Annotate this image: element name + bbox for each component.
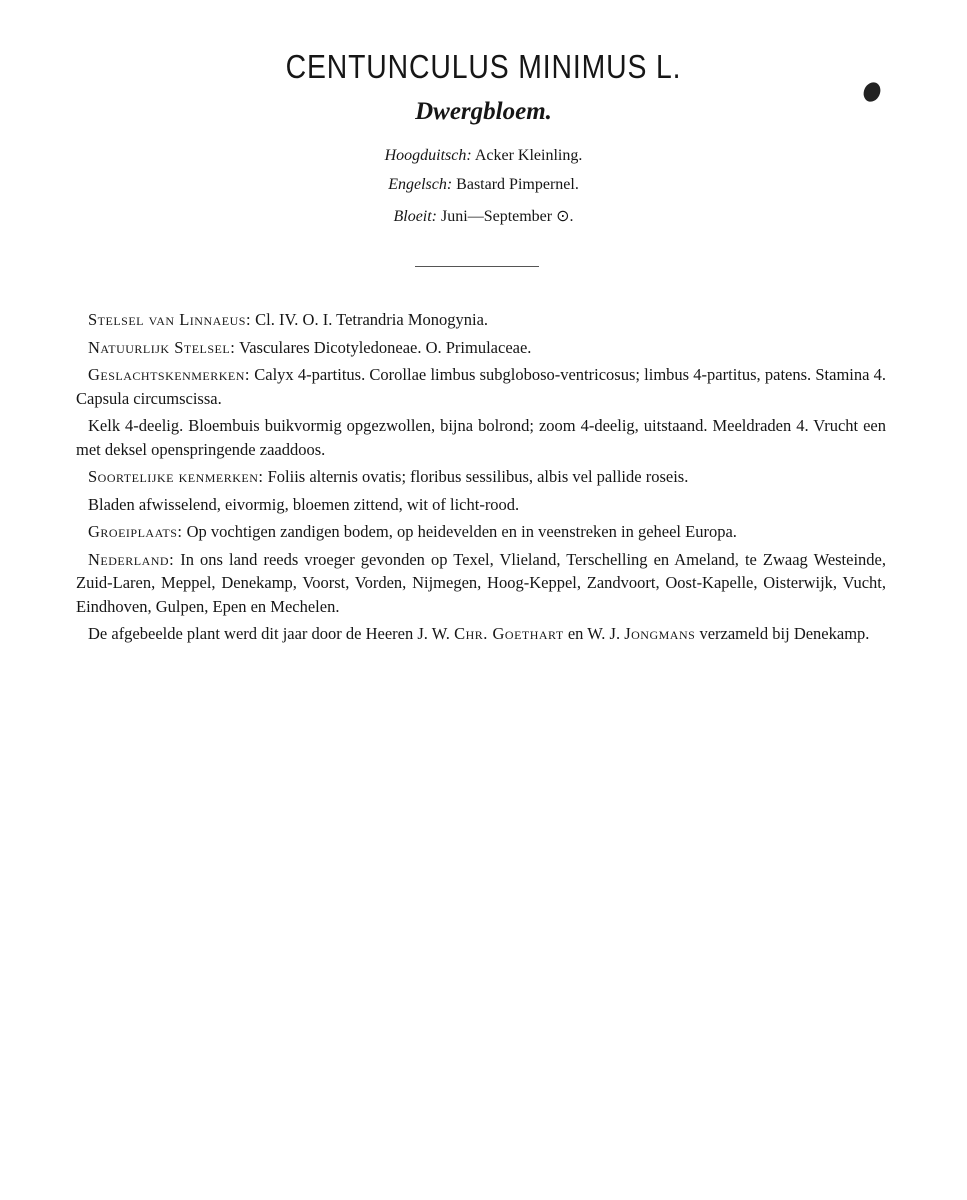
section-label: Groeiplaats: <box>88 522 183 541</box>
paragraph-genus-latin <box>76 363 886 410</box>
english-name-line <box>0 176 967 194</box>
section-text: Vasculares Dicotyledoneae. O. Primulaceae. <box>239 337 532 357</box>
section-text: Kelk 4-deelig. Bloembuis buikvormig opgezwollen, bijna bolrond; zoom 4-deelig, uitstaand. Meeldraden 4. Vrucht een met deksel openspringende zaaddoos. <box>76 416 886 459</box>
german-name-line <box>0 147 967 165</box>
divider-rule <box>415 266 539 267</box>
section-label: Natuurlijk Stelsel: <box>88 337 236 357</box>
german-label: Hoogduitsch: <box>384 147 472 164</box>
flowering-value: Juni—September ⊙. <box>441 208 574 225</box>
flowering-line <box>0 206 967 226</box>
paragraph-species-latin <box>76 465 886 489</box>
section-label: Nederland: <box>88 549 175 569</box>
paragraph-linnaeus <box>76 308 886 332</box>
paragraph-natural-system <box>76 336 886 360</box>
collector-text-mid: en W. J. <box>567 624 621 643</box>
collector-text-before: De afgebeelde plant werd dit jaar door de Heeren J. W. <box>88 624 450 643</box>
paragraph-genus-dutch <box>76 414 886 461</box>
collector-name-2: Jongmans <box>624 624 696 643</box>
section-text: In ons land reeds vroeger gevonden op Texel, Vlieland, Terschelling en Ameland, te Zwaag Westeinde, Zuid-Laren, Meppel, Denekamp, Voorst, Vorden, Nijmegen, Hoog-Keppel, Zandvoort, Oost-Kapelle, Oisterwijk, Vucht, Eindhoven, Gulpen, Epen en Mechelen. <box>76 549 887 616</box>
section-text: Cl. IV. O. I. Tetrandria Monogynia. <box>255 310 489 329</box>
section-label: Soortelijke kenmerken: <box>88 467 264 486</box>
german-value: Acker Kleinling. <box>474 147 583 164</box>
paragraph-species-dutch <box>76 493 886 517</box>
section-text: Bladen afwisselend, eivormig, bloemen zittend, wit of licht-rood. <box>88 494 520 514</box>
section-text: Calyx 4-partitus. Corollae limbus subgloboso-ventricosus; limbus 4-partitus, patens. Stamina 4. Capsula circumscissa. <box>76 365 887 408</box>
paragraph-netherlands <box>76 548 886 619</box>
section-label: Geslachtskenmerken: <box>88 365 251 384</box>
paragraph-habitat <box>76 520 886 544</box>
paragraph-collector <box>76 622 886 646</box>
english-value: Bastard Pimpernel. <box>456 176 579 193</box>
collector-name-1: Chr. Goethart <box>454 624 564 643</box>
section-text: Foliis alternis ovatis; floribus sessilibus, albis vel pallide roseis. <box>267 467 689 486</box>
section-label: Stelsel van Linnaeus: <box>88 310 252 329</box>
page-title: CENTUNCULUS MINIMUS L. <box>285 48 682 85</box>
description-body <box>76 308 886 650</box>
section-text: Op vochtigen zandigen bodem, op heidevelden en in veenstreken in geheel Europa. <box>186 522 737 541</box>
common-name: Dwergbloem. <box>415 98 552 125</box>
flowering-label: Bloeit: <box>393 208 438 225</box>
collector-text-after: verzameld bij Denekamp. <box>699 624 870 643</box>
english-label: Engelsch: <box>388 176 453 193</box>
